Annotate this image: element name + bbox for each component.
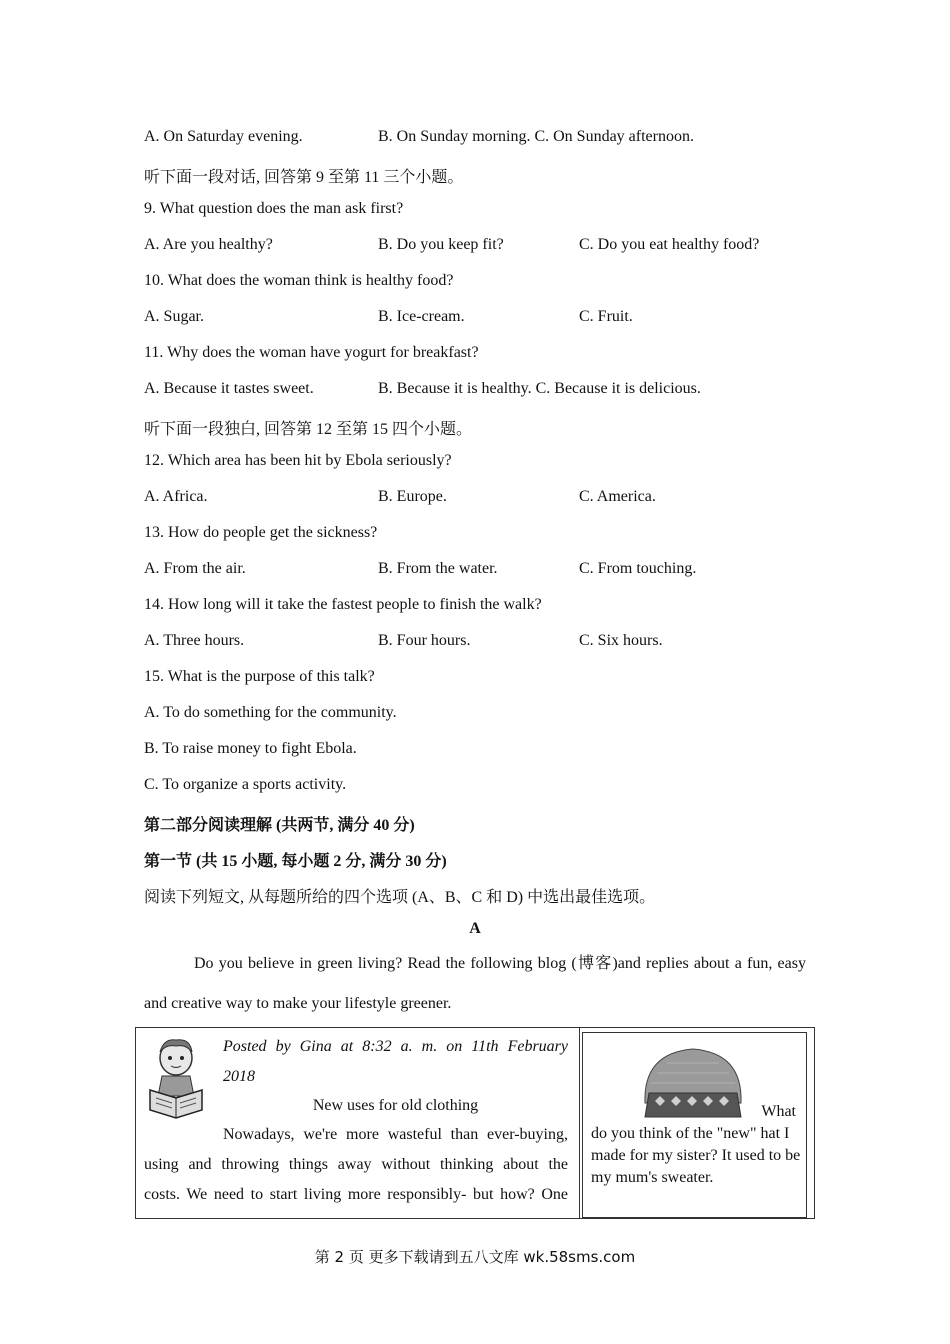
q12-option-a: A. Africa. xyxy=(144,488,208,505)
q10-option-b: B. Ice-cream. xyxy=(378,308,465,325)
intro-9-11: 听下面一段对话, 回答第 9 至第 11 三个小题。 xyxy=(144,169,464,186)
q15-option-a: A. To do something for the community. xyxy=(144,704,397,721)
q12-option-c: C. America. xyxy=(579,488,656,505)
q12-stem: 12. Which area has been hit by Ebola seriously? xyxy=(144,452,452,469)
knitted-hat-icon xyxy=(637,1043,749,1119)
q10-option-a: A. Sugar. xyxy=(144,308,204,325)
q14-option-b: B. Four hours. xyxy=(378,632,471,649)
instructions: 阅读下列短文, 从每题所给的四个选项 (A、B、C 和 D) 中选出最佳选项。 xyxy=(144,889,656,906)
reply-what: What xyxy=(761,1103,796,1120)
q14-option-a: A. Three hours. xyxy=(144,632,245,649)
blog-table xyxy=(135,1027,815,1219)
blog-body-line1: Nowadays, we're more wasteful than ever-buying, xyxy=(223,1126,568,1143)
q15-option-c: C. To organize a sports activity. xyxy=(144,776,347,793)
q10-stem: 10. What does the woman think is healthy food? xyxy=(144,272,454,289)
part2-title: 第二部分阅读理解 (共两节, 满分 40 分) xyxy=(144,817,415,834)
section1-title: 第一节 (共 15 小题, 每小题 2 分, 满分 30 分) xyxy=(144,853,447,870)
q11-stem: 11. Why does the woman have yogurt for breakfast? xyxy=(144,344,479,361)
q12-option-b: B. Europe. xyxy=(378,488,447,505)
reply-box xyxy=(582,1032,807,1218)
q11-option-a: A. Because it tastes sweet. xyxy=(144,380,314,397)
page-footer: 第 2 页 更多下载请到五八文库 wk.58sms.com xyxy=(314,1248,636,1266)
q8-option-a: A. On Saturday evening. xyxy=(144,128,303,145)
blog-posted-line1: Posted by Gina at 8:32 a. m. on 11th February xyxy=(223,1038,568,1055)
q14-stem: 14. How long will it take the fastest people to finish the walk? xyxy=(144,596,542,613)
q13-option-a: A. From the air. xyxy=(144,560,246,577)
q15-stem: 15. What is the purpose of this talk? xyxy=(144,668,375,685)
q10-option-c: C. Fruit. xyxy=(579,308,633,325)
passage-label: A xyxy=(469,920,481,937)
q9-option-a: A. Are you healthy? xyxy=(144,236,273,253)
blog-posted-line2: 2018 xyxy=(223,1068,255,1085)
q13-option-b: B. From the water. xyxy=(378,560,498,577)
child-reading-icon xyxy=(140,1034,212,1122)
intro-12-15: 听下面一段独白, 回答第 12 至第 15 四个小题。 xyxy=(144,421,473,438)
table-divider xyxy=(579,1028,580,1218)
q8-option-bc: B. On Sunday morning. C. On Sunday afternoon. xyxy=(378,128,694,145)
reply-text: do you think of the "new" hat I made for my sister? It used to be my mum's sweater. xyxy=(591,1125,801,1186)
blog-body-line3: costs. We need to start living more responsibly- but how? One xyxy=(144,1186,568,1203)
blog-title: New uses for old clothing xyxy=(312,1097,479,1114)
q13-stem: 13. How do people get the sickness? xyxy=(144,524,378,541)
q9-stem: 9. What question does the man ask first? xyxy=(144,200,404,217)
q9-option-b: B. Do you keep fit? xyxy=(378,236,504,253)
q11-option-bc: B. Because it is healthy. C. Because it is delicious. xyxy=(378,380,701,397)
q14-option-c: C. Six hours. xyxy=(579,632,663,649)
blog-body-line2: using and throwing things away without thinking about the xyxy=(144,1156,568,1173)
q15-option-b: B. To raise money to fight Ebola. xyxy=(144,740,357,757)
q9-option-c: C. Do you eat healthy food? xyxy=(579,236,760,253)
passage-intro: Do you believe in green living? Read the following blog (博客)and replies about a fun, easy and creative way to make your lifestyle greener. xyxy=(144,955,806,1012)
q13-option-c: C. From touching. xyxy=(579,560,697,577)
